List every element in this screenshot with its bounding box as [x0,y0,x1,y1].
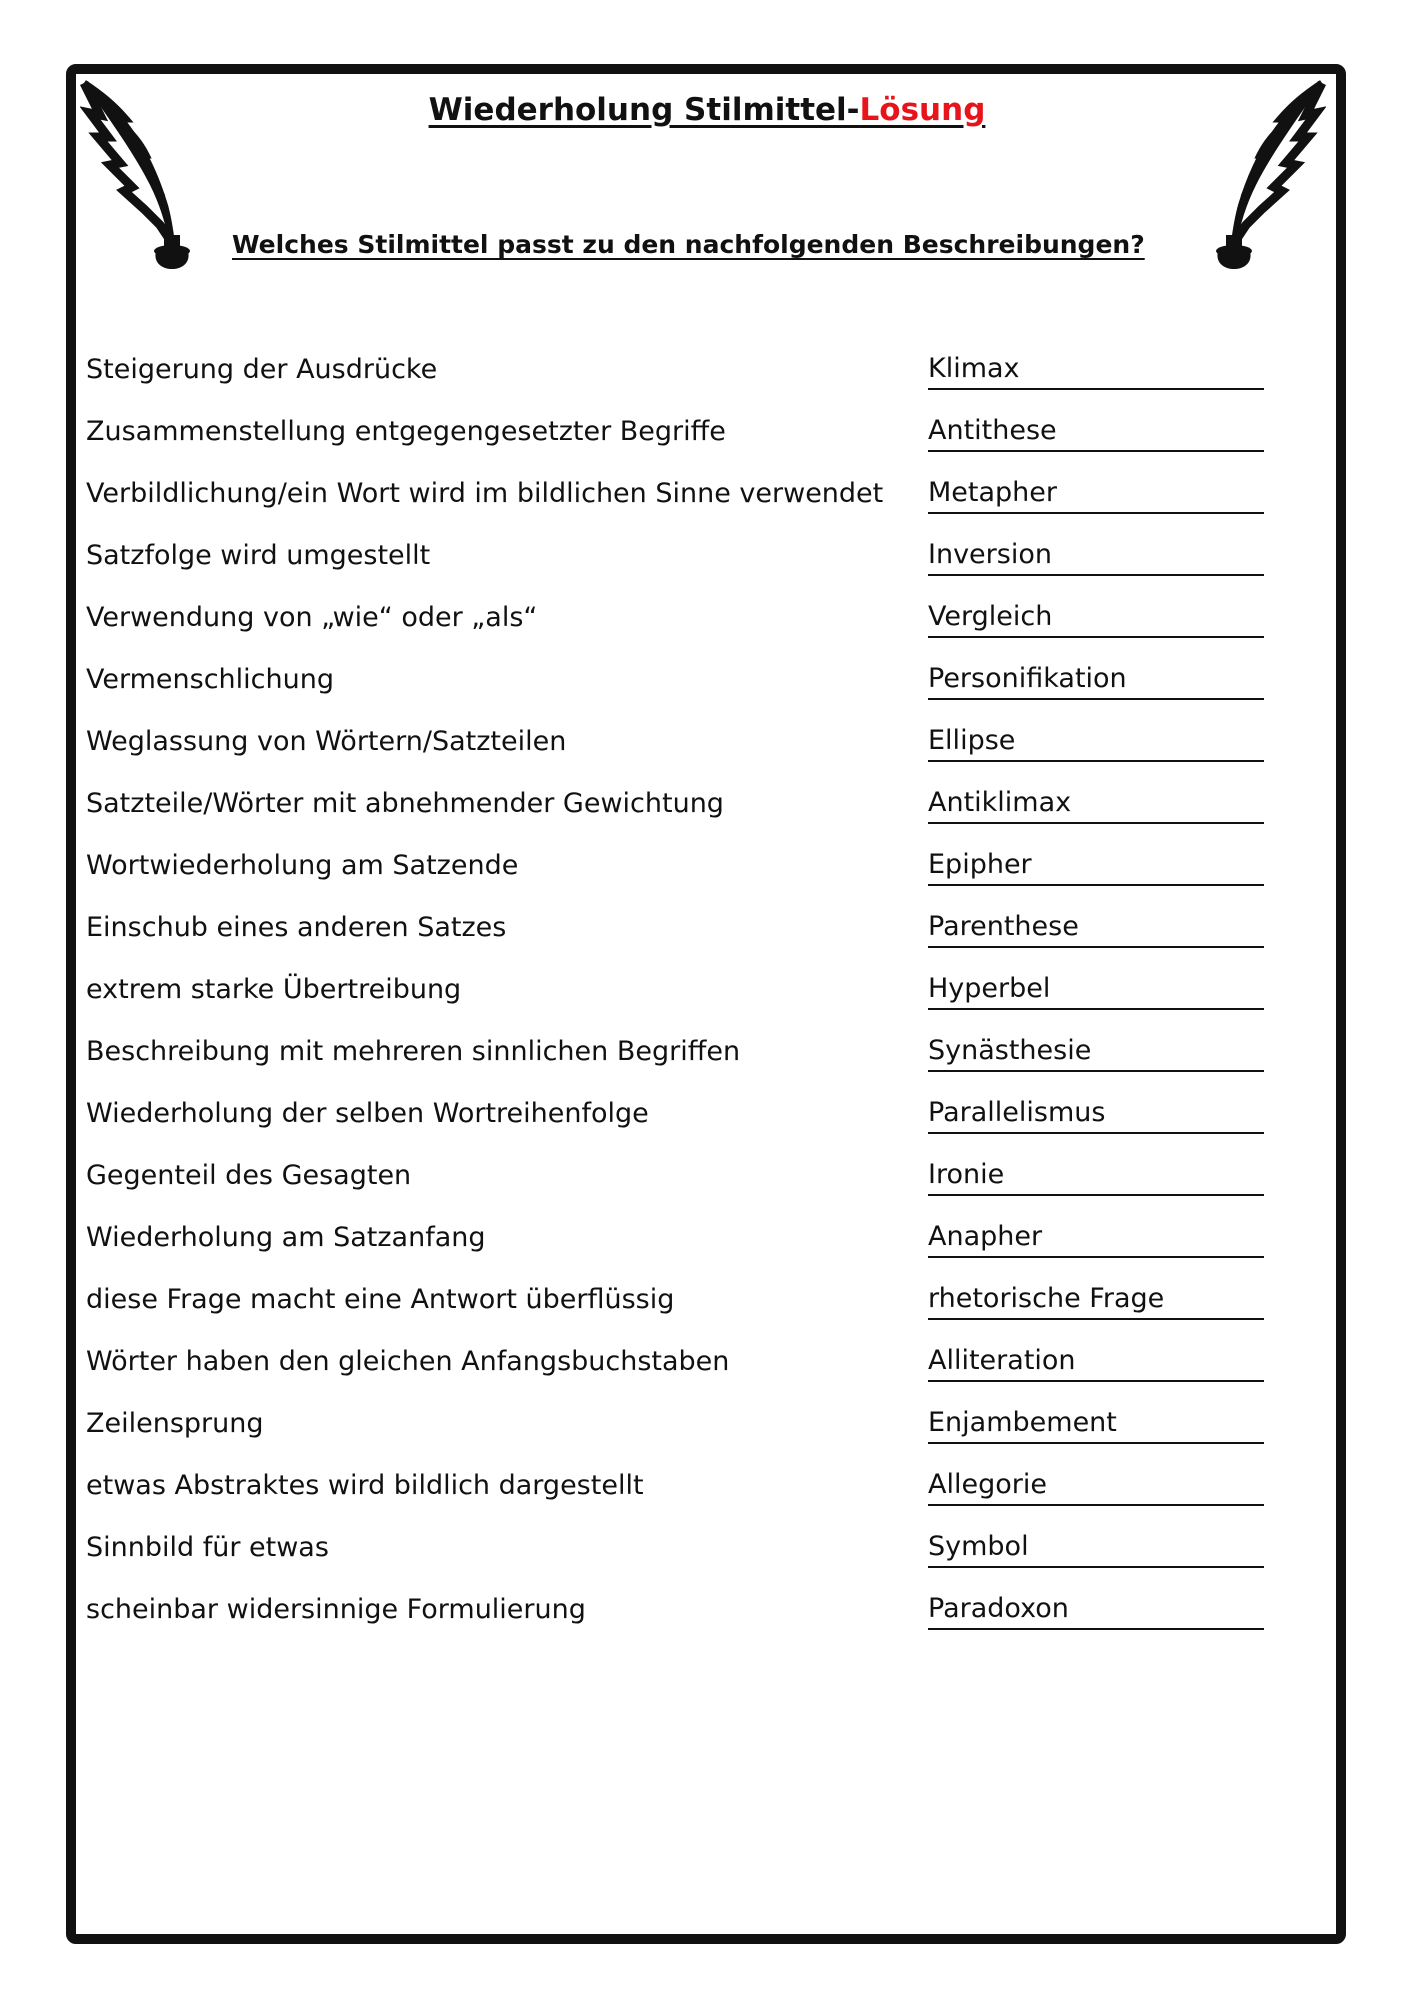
answer-text: Anapher [928,1221,1043,1252]
description-text: Steigerung der Ausdrücke [86,354,438,385]
list-item [86,1404,1266,1444]
answer-line [928,1528,1264,1568]
answer-line [928,412,1264,452]
description-text: scheinbar widersinnige Formulierung [86,1594,586,1625]
description-text: Sinnbild für etwas [86,1532,329,1563]
page-title [0,92,1414,128]
answer-text: Hyperbel [928,973,1051,1004]
list-item [86,1342,1266,1382]
description-text: etwas Abstraktes wird bildlich dargestellt [86,1470,644,1501]
list-item [86,1590,1266,1630]
answer-text: Antiklimax [928,787,1072,818]
description-text: Satzfolge wird umgestellt [86,540,431,571]
description-text: diese Frage macht eine Antwort überflüssig [86,1284,675,1315]
answer-text: Paradoxon [928,1593,1069,1624]
answer-text: Epipher [928,849,1032,880]
answer-text: Allegorie [928,1469,1047,1500]
list-item [86,722,1266,762]
answer-text: Ellipse [928,725,1016,756]
list-item [86,412,1266,452]
title-main: Wiederholung Stilmittel- [428,92,860,128]
answer-line [928,784,1264,824]
list-item [86,536,1266,576]
answer-line [928,1280,1264,1320]
list-item [86,1032,1266,1072]
answer-text: Parenthese [928,911,1079,942]
answer-line [928,598,1264,638]
answer-line [928,970,1264,1010]
list-item [86,1528,1266,1568]
answer-text: Inversion [928,539,1052,570]
answer-text: rhetorische Frage [928,1283,1165,1314]
description-text: Beschreibung mit mehreren sinnlichen Begriffen [86,1036,741,1067]
list-item [86,660,1266,700]
description-text: Verbildlichung/ein Wort wird im bildlichen Sinne verwendet [86,478,884,509]
description-text: Weglassung von Wörtern/Satzteilen [86,726,567,757]
answer-text: Ironie [928,1159,1005,1190]
list-item [86,1218,1266,1258]
answer-text: Parallelismus [928,1097,1106,1128]
answer-text: Synästhesie [928,1035,1092,1066]
answer-line [928,1466,1264,1506]
answer-line [928,722,1264,762]
answer-line [928,350,1264,390]
description-text: Wörter haben den gleichen Anfangsbuchstaben [86,1346,730,1377]
answer-text: Antithese [928,415,1057,446]
description-text: Satzteile/Wörter mit abnehmender Gewichtung [86,788,724,819]
list-item [86,1156,1266,1196]
answer-text: Vergleich [928,601,1053,632]
list-item [86,1280,1266,1320]
list-item [86,350,1266,390]
list-item [86,1094,1266,1134]
list-item [86,1466,1266,1506]
list-item [86,784,1266,824]
answer-text: Alliteration [928,1345,1076,1376]
list-item [86,846,1266,886]
answer-line [928,846,1264,886]
list-item [86,970,1266,1010]
description-text: Gegenteil des Gesagten [86,1160,412,1191]
list-item [86,474,1266,514]
answer-line [928,1342,1264,1382]
answer-text: Symbol [928,1531,1029,1562]
answer-text: Klimax [928,353,1020,384]
description-text: Wortwiederholung am Satzende [86,850,519,881]
list-item [86,598,1266,638]
answer-text: Metapher [928,477,1058,508]
description-text: Einschub eines anderen Satzes [86,912,507,943]
title-accent: Lösung [859,92,986,128]
task-question: Welches Stilmittel passt zu den nachfolgenden Beschreibungen? [232,230,1145,259]
answer-text: Personifikation [928,663,1127,694]
description-text: Wiederholung am Satzanfang [86,1222,486,1253]
answer-line [928,1404,1264,1444]
list-item [86,908,1266,948]
description-text: Vermenschlichung [86,664,334,695]
answer-line [928,1590,1264,1630]
answer-text: Enjambement [928,1407,1117,1438]
answer-line [928,908,1264,948]
description-text: extrem starke Übertreibung [86,974,462,1005]
answer-line [928,536,1264,576]
answer-line [928,1032,1264,1072]
answer-line [928,1156,1264,1196]
description-text: Zusammenstellung entgegengesetzter Begriffe [86,416,726,447]
description-text: Wiederholung der selben Wortreihenfolge [86,1098,649,1129]
answer-line [928,474,1264,514]
answer-line [928,1218,1264,1258]
answer-line [928,660,1264,700]
description-text: Zeilensprung [86,1408,264,1439]
answer-line [928,1094,1264,1134]
description-text: Verwendung von „wie“ oder „als“ [86,602,538,633]
